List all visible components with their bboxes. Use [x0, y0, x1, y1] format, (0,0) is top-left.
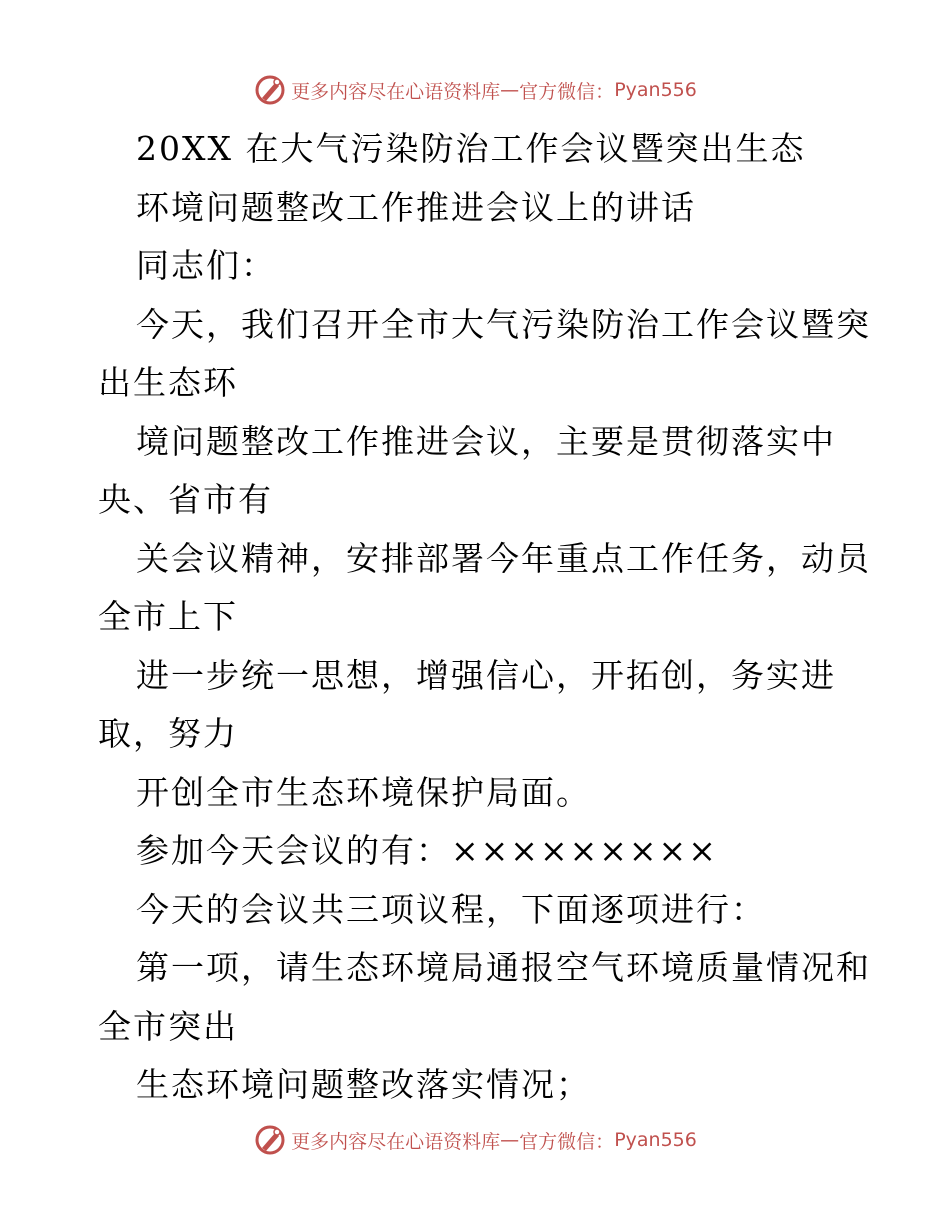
watermark-text: 更多内容尽在心语资料库: [291, 1130, 501, 1153]
text-line: 开创全市生态环境保护局面。: [136, 772, 591, 812]
text-line: 全市上下: [98, 597, 238, 636]
watermark-account: Pyan556: [614, 1129, 697, 1151]
text-line: 全市突出: [98, 1006, 238, 1046]
text-line: 取，努力: [98, 714, 238, 753]
document-body: [98, 120, 871, 1115]
watermark-separator: —: [500, 79, 520, 101]
text-line: 同志们：: [136, 246, 276, 285]
text-line: 20XX 在大气污染防治工作会议暨突出生态: [136, 129, 806, 168]
watermark-separator: —: [500, 1129, 520, 1151]
pen-in-circle-icon: [253, 73, 287, 107]
text-line: 今天，我们召开全市大气污染防治工作会议暨突: [136, 304, 871, 344]
text-line: 关会议精神，安排部署今年重点工作任务，动员: [136, 538, 871, 578]
text-line: 第一项，请生态环境局通报空气环境质量情况和: [136, 948, 871, 987]
watermark-text: 更多内容尽在心语资料库: [291, 80, 501, 103]
text-line: 央、省市有: [98, 480, 273, 519]
text-line: 境问题整改工作推进会议，主要是贯彻落实中: [136, 421, 836, 461]
watermark-official-label: 官方微信：: [519, 1130, 615, 1153]
pen-in-circle-icon: [253, 1123, 287, 1157]
text-line: 环境问题整改工作推进会议上的讲话: [136, 187, 696, 227]
watermark-header: [0, 70, 950, 110]
text-line: 参加今天会议的有：×××××××××: [136, 831, 718, 870]
watermark-account: Pyan556: [614, 79, 697, 101]
text-line: 生态环境问题整改落实情况；: [136, 1065, 591, 1104]
text-line: 今天的会议共三项议程，下面逐项进行：: [136, 889, 766, 929]
watermark-footer: [0, 1120, 950, 1160]
text-line: 出生态环: [98, 363, 238, 402]
watermark-official-label: 官方微信：: [519, 80, 615, 103]
text-line: 进一步统一思想，增强信心，开拓创，务实进: [136, 655, 836, 695]
